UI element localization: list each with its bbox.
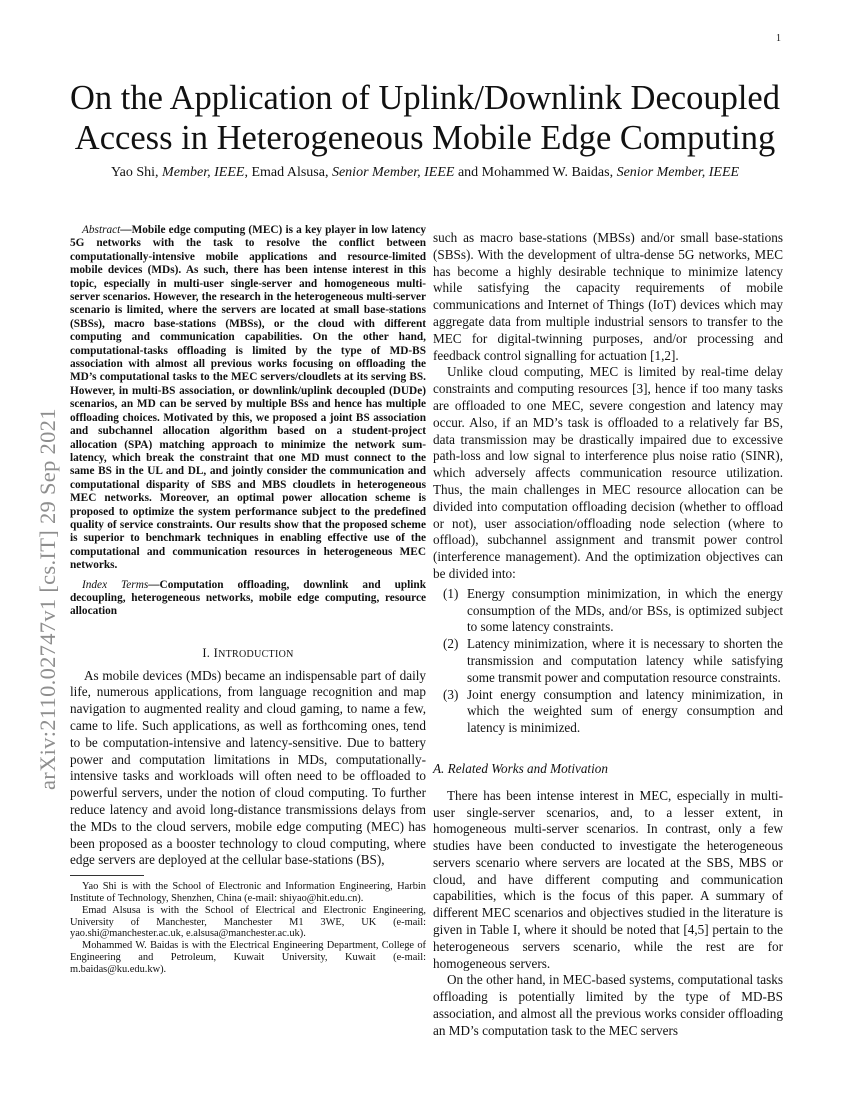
page-number: 1 [776,33,781,44]
list-text: Latency minimization, where it is necessary to shorten the transmission and computation latency while satisfying some transmit power and computation resource constraints. [467,636,783,685]
title-line-2: Access in Heterogeneous Mobile Edge Computing [74,119,776,157]
related-works-paragraph-1: There has been intense interest in MEC, especially in multi-user single-server scenarios, and, to a lesser extent, in homogeneous multi-server scenarios. In contrast, only a few studies have been conducted to investigate the heterogeneous servers scenario where servers are located at the SBS, MBS or cloud, and have different computing and communication capabilities, which is the focus of this paper. A summary of different MEC scenarios and objectives studied in the literature is given in Table I, where it should be noted that [4,5] pertain to the heterogeneous servers scenario, while the rest are for homogeneous servers. [433,787,783,971]
author-role: Senior Member, IEEE [616,165,740,180]
intro-paragraph-2: Unlike cloud computing, MEC is limited by real-time delay constraints and computing resources [3], hence if too many tasks are offloaded to one MEC, severe congestion and latency may occur. Also, if an MD’s task is offloaded to a relatively far BS, data transmission may be drastically impaired due to excessive path-loss and low signal to interference plus noise ratio (SINR), which adversely affects communication resource utilization. Thus, the main challenges in MEC resource allocation can be divided into computation offloading decision (whether to offload or not), user association/offloading node selection (where to offload), subchannel assignment and transmit power control (interference management). And the optimization objectives can be divided into: [433,364,783,581]
intro-paragraph-continued: such as macro base-stations (MBSs) and/or small base-stations (SBSs). With the development of ultra-dense 5G networks, MEC has become a highly desirable technique to minimize latency while satisfying the capacity requirements of mobile communications and Internet of Things (IoT) devices which may aggregate data from multiple industrial sensors to transfer to the MEC for digital-twinning purposes, and/or processing and feedback control signalling for actuation [1,2]. [433,230,783,363]
list-number: (1) [443,585,459,601]
author-name: Mohammed W. Baidas, [481,165,617,180]
list-item [433,636,783,686]
section-title-rest: NTRODUCTION [218,648,294,660]
footnote-affiliation-1: Yao Shi is with the School of Electronic and Information Engineering, Harbin Institute of Technology, Shenzhen, China (e-mail: shiyao@hit.edu.cn). [70,881,426,904]
abstract [70,224,426,573]
author-role: Senior Member, IEEE [331,165,455,180]
footnote-divider [70,875,144,876]
footnote-affiliation-3: Mohammed W. Baidas is with the Electrical Engineering Department, College of Engineering and Petroleum, Kuwait University, Kuwait (e-mail: m.baidas@ku.edu.kw). [70,940,426,975]
list-item [433,586,783,636]
author-name: Yao Shi, [110,165,163,180]
author-role: Member, IEEE [162,165,245,180]
abstract-text: —Mobile edge computing (MEC) is a key player in low latency 5G networks with the task to resolve the conflict between computationally-intensive mobile applications and resource-limited mobile devices (MDs). As such, there has been intense interest in this topic, especially in multi-user single-server and homogeneous multi-server scenarios. However, the research in the heterogeneous multi-server scenario is limited, where the servers are located at small base-stations (SBSs), macro base-stations (MBSs), or the cloud with different computing and communication capabilities. On the other hand, computational-tasks offloading is limited by the type of MD-BS association with almost all previous works focusing on offloading the MD’s computational tasks to the MEC servers/cloudlets at its serving BS. However, in multi-BS association, or downlink/uplink decoupled (DUDe) scenarios, an MD can be served by multiple BSs and hence has multiple offloading choices. Motivated by this, we proposed a joint BS association and subchannel allocation algorithm based on a student-project allocation (SPA) matching approach to minimize the network sum-latency, which break the constraint that one MD must connect to the same BS in the UL and DL, and jointly consider the communication and computational disparity of SBS and MBS cloudlets in heterogeneous MEC networks. Moreover, an optimal power allocation scheme is proposed to optimize the system performance subject to the predefined quality of service constraints. Our results show that the proposed scheme is superior to benchmark techniques in enabling effective use of the computational and communication resources in heterogeneous MEC networks. [70,224,426,572]
list-text: Joint energy consumption and latency minimization, in which the weighted sum of energy consumption and latency is minimized. [467,686,783,736]
abstract-label: Abstract [82,224,121,236]
author-separator: and [454,165,482,180]
left-column [70,224,426,976]
right-column [433,230,783,1040]
footnote-affiliation-2: Emad Alsusa is with the School of Electrical and Electronic Engineering, University of Manchester, Manchester M1 3WE, UK (e-mail: yao.shi@manchester.ac.uk, e.alsusa@manchester.ac.uk). [70,904,426,940]
list-number: (3) [443,686,459,702]
index-terms [70,579,426,619]
list-number: (2) [443,636,459,652]
section-heading-introduction [70,645,426,664]
subsection-heading-related-works: A. Related Works and Motivation [433,760,608,776]
title-line-1: On the Application of Uplink/Downlink Decoupled [69,79,780,117]
list-item [433,687,783,737]
index-terms-label: Index Terms [82,578,149,591]
intro-paragraph-1: As mobile devices (MDs) became an indispensable part of daily life, numerous applications, from language recognition and map navigation to augmented reality and cloud gaming, to name a few, came to life. Such applications, as well as forthcoming ones, tend to be computation-intensive and latency-sensitive. Due to battery power and computation limitations in MDs, computationally-intensive tasks and workloads will often need to be offloaded to powerful servers, under the notion of cloud computing. To further reduce latency and avoid long-distance transmissions delays from the MDs to the cloud servers, mobile edge computing (MEC) has been proposed as a booster technology to cloud computing, where edge servers are deployed at the cellular base-stations (BS), [70,667,426,868]
section-number: I. [202,645,214,660]
author-list [60,164,790,182]
arxiv-identifier: arXiv:2110.02747v1 [cs.IT] 29 Sep 2021 [35,408,60,790]
list-text: Energy consumption minimization, in which the energy consumption of the MDs, and/or BSs, is optimized subject to some latency constraints. [467,585,783,635]
objectives-list [433,586,783,737]
related-works-paragraph-2: On the other hand, in MEC-based systems, computational tasks offloading is potentially limited by the type of MD-BS association, and almost all the previous works consider offloading an MD’s computation task to the MEC servers [433,972,783,1038]
author-name: Emad Alsusa, [251,165,332,180]
index-terms-text: —Computation offloading, downlink and uplink decoupling, heterogeneous networks, mobile edge computing, resource allocation [70,578,426,618]
section-initial: I [213,645,219,660]
author-separator: , [244,165,252,180]
paper-title [60,78,790,158]
